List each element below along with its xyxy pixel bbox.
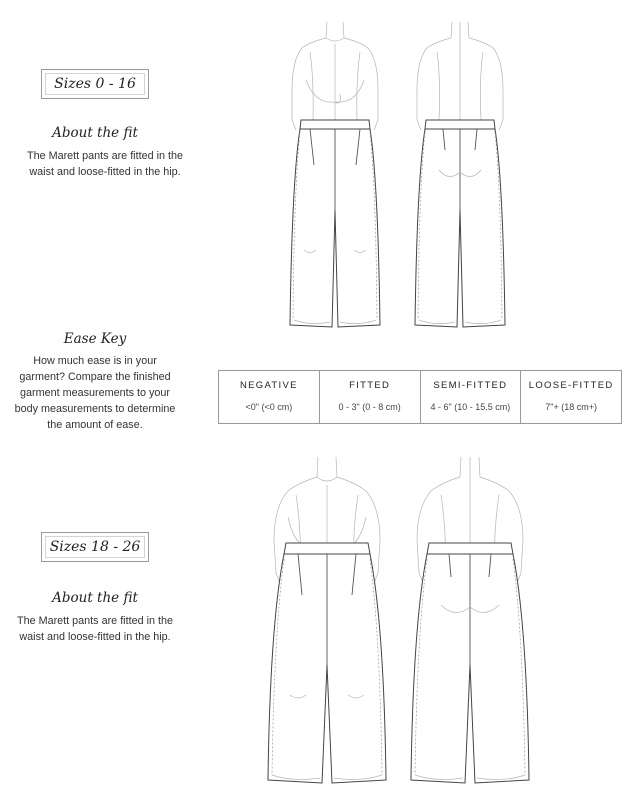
- ease-column-semi-fitted: [421, 371, 522, 423]
- fit-line: The Marett pants are fitted in the: [26, 150, 184, 162]
- ease-line: the amount of ease.: [47, 419, 143, 431]
- size-range-text: Sizes 0 - 16: [54, 76, 136, 92]
- pants-front-illustration-plus: [262, 455, 392, 795]
- size-range-label-18-26: [41, 532, 149, 562]
- ease-line: garment? Compare the finished: [19, 371, 171, 383]
- about-fit-heading: About the fit: [52, 590, 138, 606]
- ease-column-title: LOOSE-FITTED: [528, 380, 614, 391]
- ease-column-value: 4 - 6" (10 - 15.5 cm): [430, 402, 511, 412]
- ease-column-title: SEMI-FITTED: [433, 380, 508, 391]
- pants-back-illustration-small: [405, 20, 515, 340]
- fit-line: The Marett pants are fitted in the: [16, 615, 174, 627]
- ease-column-value: 7"+ (18 cm+): [545, 402, 597, 412]
- size-range-text: Sizes 18 - 26: [49, 539, 141, 555]
- fit-line: waist and loose-fitted in the hip.: [29, 166, 181, 178]
- pants-front-illustration-small: [280, 20, 390, 340]
- ease-column-title: FITTED: [349, 380, 391, 391]
- size-box-inner-border: [45, 73, 145, 95]
- ease-key-description: [0, 353, 190, 433]
- ease-key-table: [218, 370, 622, 424]
- ease-line: garment measurements to your: [19, 387, 171, 399]
- ease-column-value: <0" (<0 cm): [245, 402, 293, 412]
- size-box-inner-border: [45, 536, 145, 558]
- about-fit-text: [0, 613, 190, 645]
- ease-line: body measurements to determine: [14, 403, 176, 415]
- ease-key-heading: Ease Key: [63, 331, 127, 347]
- ease-column-title: NEGATIVE: [240, 380, 298, 391]
- ease-column-loose-fitted: [521, 371, 621, 423]
- fit-line: waist and loose-fitted in the hip.: [19, 631, 171, 643]
- about-fit-text: [10, 148, 200, 180]
- size-range-label-0-16: [41, 69, 149, 99]
- ease-column-value: 0 - 3" (0 - 8 cm): [338, 402, 401, 412]
- ease-line: How much ease is in your: [33, 355, 157, 367]
- about-fit-heading: About the fit: [52, 125, 138, 141]
- ease-column-fitted: [320, 371, 421, 423]
- ease-column-negative: [219, 371, 320, 423]
- pants-back-illustration-plus: [405, 455, 535, 795]
